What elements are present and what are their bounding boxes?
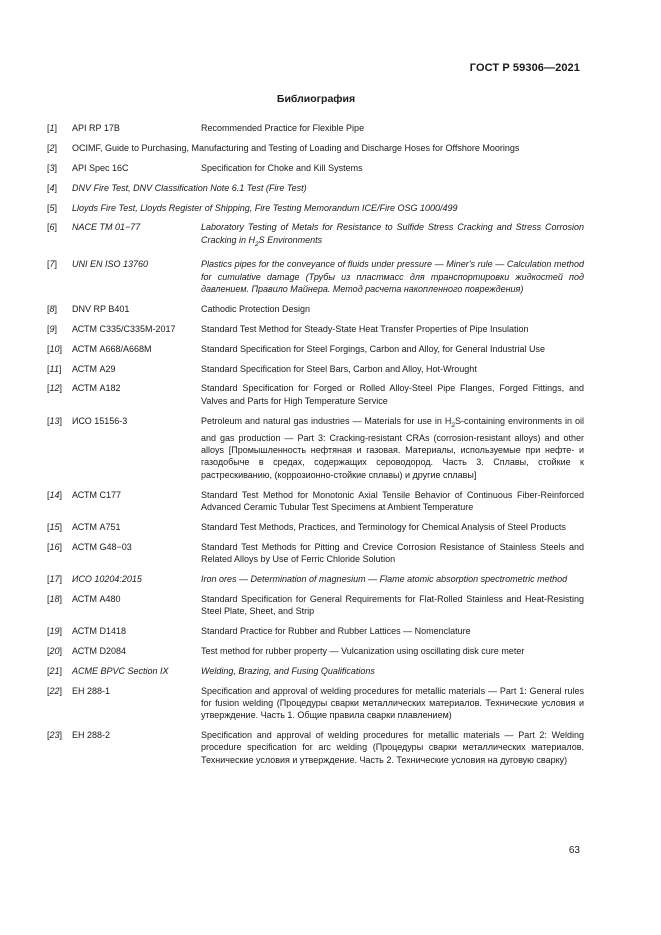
- reference-title: [201, 258, 584, 295]
- reference-code: ИСО 10204:2015: [72, 573, 142, 584]
- reference-item: [47, 303, 584, 315]
- reference-code: АСТМ С177: [72, 489, 122, 500]
- reference-number-value: 4: [49, 182, 55, 193]
- reference-number: [3]: [47, 162, 58, 173]
- reference-title: [201, 665, 584, 677]
- reference-title: [201, 489, 584, 514]
- reference-item: [47, 729, 584, 766]
- reference-item: [47, 122, 584, 134]
- reference-title-text: Test method for rubber property — Vulcanization using oscillating disk cure meter: [201, 645, 525, 656]
- reference-title: [201, 729, 584, 766]
- reference-title: [72, 202, 584, 214]
- reference-item: [47, 182, 584, 194]
- standard-code-header: ГОСТ Р 59306—2021: [469, 62, 580, 74]
- reference-item: [47, 363, 584, 375]
- reference-number: [5]: [47, 202, 58, 213]
- reference-title: [201, 343, 584, 355]
- reference-number-value: 13: [49, 415, 60, 426]
- reference-title: [72, 182, 584, 194]
- reference-number-value: 10: [49, 343, 60, 354]
- subscript: 2: [451, 421, 455, 429]
- reference-number: [17]: [47, 573, 63, 584]
- reference-title: [201, 363, 584, 375]
- reference-code: ЕН 288-1: [72, 685, 111, 696]
- reference-code: АСТМ А29: [72, 363, 116, 374]
- reference-number: [23]: [47, 730, 63, 741]
- reference-item: [47, 573, 584, 585]
- reference-code: АСТМ D2084: [72, 645, 127, 656]
- reference-number: [21]: [47, 665, 63, 676]
- reference-number-value: 16: [49, 541, 60, 552]
- reference-code: NACE TM 01−77: [72, 222, 141, 233]
- reference-number: [16]: [47, 541, 63, 552]
- reference-title-text: DNV Fire Test, DNV Classification Note 6.1 Test (Fire Test): [72, 182, 307, 193]
- reference-number-value: 19: [49, 625, 60, 636]
- reference-list: [47, 122, 584, 774]
- reference-title-text: Specification and approval of welding procedures for metallic materials — Part 1: General rules for fusion welding (Процедуры сварки металлических материалов. Технические условия и утверждение. Часть 1. Общие правила сварки плавлением): [201, 685, 584, 721]
- reference-number-value: 18: [49, 593, 60, 604]
- reference-number: [19]: [47, 625, 63, 636]
- reference-item: [47, 541, 584, 566]
- reference-number: [11]: [47, 363, 62, 374]
- reference-title-text: Standard Test Method for Steady-State Heat Transfer Properties of Pipe Insulation: [201, 323, 529, 334]
- reference-number-value: 7: [49, 259, 55, 270]
- reference-number-value: 1: [49, 123, 55, 133]
- reference-item: [47, 625, 584, 637]
- reference-item: [47, 593, 584, 618]
- reference-code: ACME BPVC Section IX: [72, 665, 169, 676]
- reference-number: [9]: [47, 323, 58, 334]
- reference-code: АСТМ G48−03: [72, 541, 132, 552]
- reference-title: [201, 122, 584, 134]
- reference-title-text: Plastics pipes for the conveyance of fluids under pressure — Miner's rule — Calculation method for cumulative damage (Трубы из пластмасс для транспортировки жидкостей под давлением. Правило Майнера. Метод расчета накопленного повреждения): [201, 259, 584, 295]
- page-number: 63: [568, 845, 580, 856]
- reference-code: ИСО 15156-3: [72, 415, 128, 426]
- reference-item: [47, 521, 584, 533]
- reference-title-text: Cathodic Protection Design: [201, 303, 311, 314]
- reference-title-text: Standard Test Method for Monotonic Axial Tensile Behavior of Continuous Fiber-Reinforced Advanced Ceramic Tubular Test Specimens at Ambient Temperature: [201, 489, 584, 512]
- reference-number: [13]: [47, 415, 63, 426]
- reference-number: [12]: [47, 383, 63, 394]
- reference-title-text: Standard Practice for Rubber and Rubber Lattices — Nomenclature: [201, 625, 471, 636]
- reference-number-value: 14: [49, 489, 60, 500]
- reference-code: АСТМ А751: [72, 521, 121, 532]
- reference-item: [47, 489, 584, 514]
- reference-number-value: 8: [49, 303, 55, 314]
- reference-code: АСТМ D1418: [72, 625, 127, 636]
- reference-item: [47, 323, 584, 335]
- reference-title: [201, 593, 584, 618]
- reference-number: [22]: [47, 685, 63, 696]
- reference-number: [20]: [47, 645, 63, 656]
- reference-code: UNI EN ISO 13760: [72, 259, 149, 270]
- subscript: 2: [255, 240, 259, 248]
- reference-title-text: Standard Specification for Steel Bars, Carbon and Alloy, Hot-Wrought: [201, 363, 477, 374]
- reference-title: [72, 142, 584, 154]
- reference-title-text: Standard Specification for General Requirements for Flat-Rolled Stainless and Heat-Resisting Steel Plate, Sheet, and Strip: [201, 593, 584, 616]
- reference-title: [201, 645, 584, 657]
- reference-item: [47, 343, 584, 355]
- reference-title-text: Laboratory Testing of Metals for Resistance to Sulfide Stress Cracking and Stress Corrosion Cracking in H: [201, 222, 584, 245]
- reference-title: [201, 625, 584, 637]
- reference-number-value: 5: [49, 202, 55, 213]
- reference-title-text: Petroleum and natural gas industries — Materials for use in H: [201, 415, 452, 426]
- reference-code: API Spec 16C: [72, 162, 129, 173]
- reference-number: [8]: [47, 303, 58, 314]
- reference-title-text-after: S Environments: [258, 234, 323, 245]
- reference-item: [47, 415, 584, 481]
- reference-title-text-after: S-containing environments in oil and gas production — Part 3: Cracking-resistant CRAs (corrosion-resistant alloys) and other alloys [Промышленность нефтяная и газовая. Материалы, используемые при нефте- и газодобыче в средах, содержащих сероводород. Часть 3. Сплавы, стойкие к растрескиванию, (коррозионно-стойкие сплавы) и другие сплавы]: [201, 415, 584, 480]
- reference-item: [47, 258, 584, 295]
- reference-title-text: Standard Specification for Forged or Rolled Alloy-Steel Pipe Flanges, Forged Fittings, and Valves and Parts for High Temperature Service: [201, 383, 584, 406]
- reference-item: [47, 665, 584, 677]
- reference-title: [201, 685, 584, 722]
- reference-item: [47, 645, 584, 657]
- reference-number: [1]: [47, 123, 58, 133]
- reference-title-text: Recommended Practice for Flexible Pipe: [201, 123, 365, 133]
- reference-number: [10]: [47, 343, 63, 354]
- reference-title-text: Specification and approval of welding procedures for metallic materials — Part 2: Welding procedure specification for arc welding (Процедуры сварки металлических материалов. Технические условия и утверждение. Часть 2. Технические условия на дуговую сварку): [201, 730, 584, 765]
- reference-number: [6]: [47, 222, 58, 233]
- bibliography-title: Библиография: [276, 93, 356, 105]
- reference-number-value: 6: [49, 222, 55, 233]
- reference-code: АСТМ А668/А668М: [72, 343, 152, 354]
- reference-number-value: 3: [49, 162, 55, 173]
- reference-title: [201, 541, 584, 566]
- reference-code: АСТМ С335/С335М-2017: [72, 323, 176, 334]
- reference-title-text: Standard Specification for Steel Forgings, Carbon and Alloy, for General Industrial Use: [201, 343, 546, 354]
- reference-code: АСТМ А182: [72, 383, 121, 394]
- reference-number-value: 12: [49, 383, 60, 394]
- reference-number-value: 11: [49, 363, 59, 374]
- reference-number-value: 20: [49, 645, 60, 656]
- reference-number: [14]: [47, 489, 63, 500]
- reference-title-text: OCIMF, Guide to Purchasing, Manufacturing and Testing of Loading and Discharge Hoses for Offshore Moorings: [72, 142, 520, 153]
- reference-code: API RP 17B: [72, 123, 120, 133]
- reference-title: [201, 162, 584, 174]
- reference-item: [47, 142, 584, 154]
- reference-title: [201, 323, 584, 335]
- reference-number-value: 21: [49, 665, 60, 676]
- reference-number: [7]: [47, 259, 58, 270]
- reference-title-text: Specification for Choke and Kill Systems: [201, 162, 363, 173]
- reference-title-text: Standard Test Methods, Practices, and Terminology for Chemical Analysis of Steel Products: [201, 521, 566, 532]
- reference-title: [201, 573, 584, 585]
- reference-title-text: Iron ores — Determination of magnesium — Flame atomic absorption spectrometric method: [201, 573, 568, 584]
- reference-number-value: 17: [49, 573, 60, 584]
- reference-number-value: 2: [49, 142, 55, 153]
- reference-title-text: Welding, Brazing, and Fusing Qualifications: [201, 665, 375, 676]
- reference-item: [47, 685, 584, 722]
- reference-title-text: Lloyds Fire Test, Lloyds Register of Shipping, Fire Testing Memorandum ICE/Fire OSG 1000/499: [72, 202, 458, 213]
- reference-title: [201, 521, 584, 533]
- reference-code: ЕН 288-2: [72, 730, 111, 741]
- reference-item: [47, 202, 584, 214]
- reference-number: [18]: [47, 593, 63, 604]
- reference-number-value: 22: [49, 685, 60, 696]
- reference-number-value: 23: [49, 730, 60, 741]
- reference-title-text: Standard Test Methods for Pitting and Crevice Corrosion Resistance of Stainless Steels and Related Alloys by Use of Ferric Chloride Solution: [201, 541, 584, 564]
- reference-title: [201, 303, 584, 315]
- reference-item: [47, 162, 584, 174]
- reference-number-value: 15: [49, 521, 60, 532]
- reference-title: [201, 221, 584, 250]
- reference-item: [47, 221, 584, 250]
- reference-item: [47, 382, 584, 407]
- reference-code: DNV RP B401: [72, 303, 130, 314]
- reference-code: АСТМ А480: [72, 593, 121, 604]
- reference-number: [2]: [47, 142, 58, 153]
- reference-number-value: 9: [49, 323, 55, 334]
- reference-number: [4]: [47, 182, 58, 193]
- reference-number: [15]: [47, 521, 63, 532]
- reference-title: [201, 415, 584, 481]
- reference-title: [201, 382, 584, 407]
